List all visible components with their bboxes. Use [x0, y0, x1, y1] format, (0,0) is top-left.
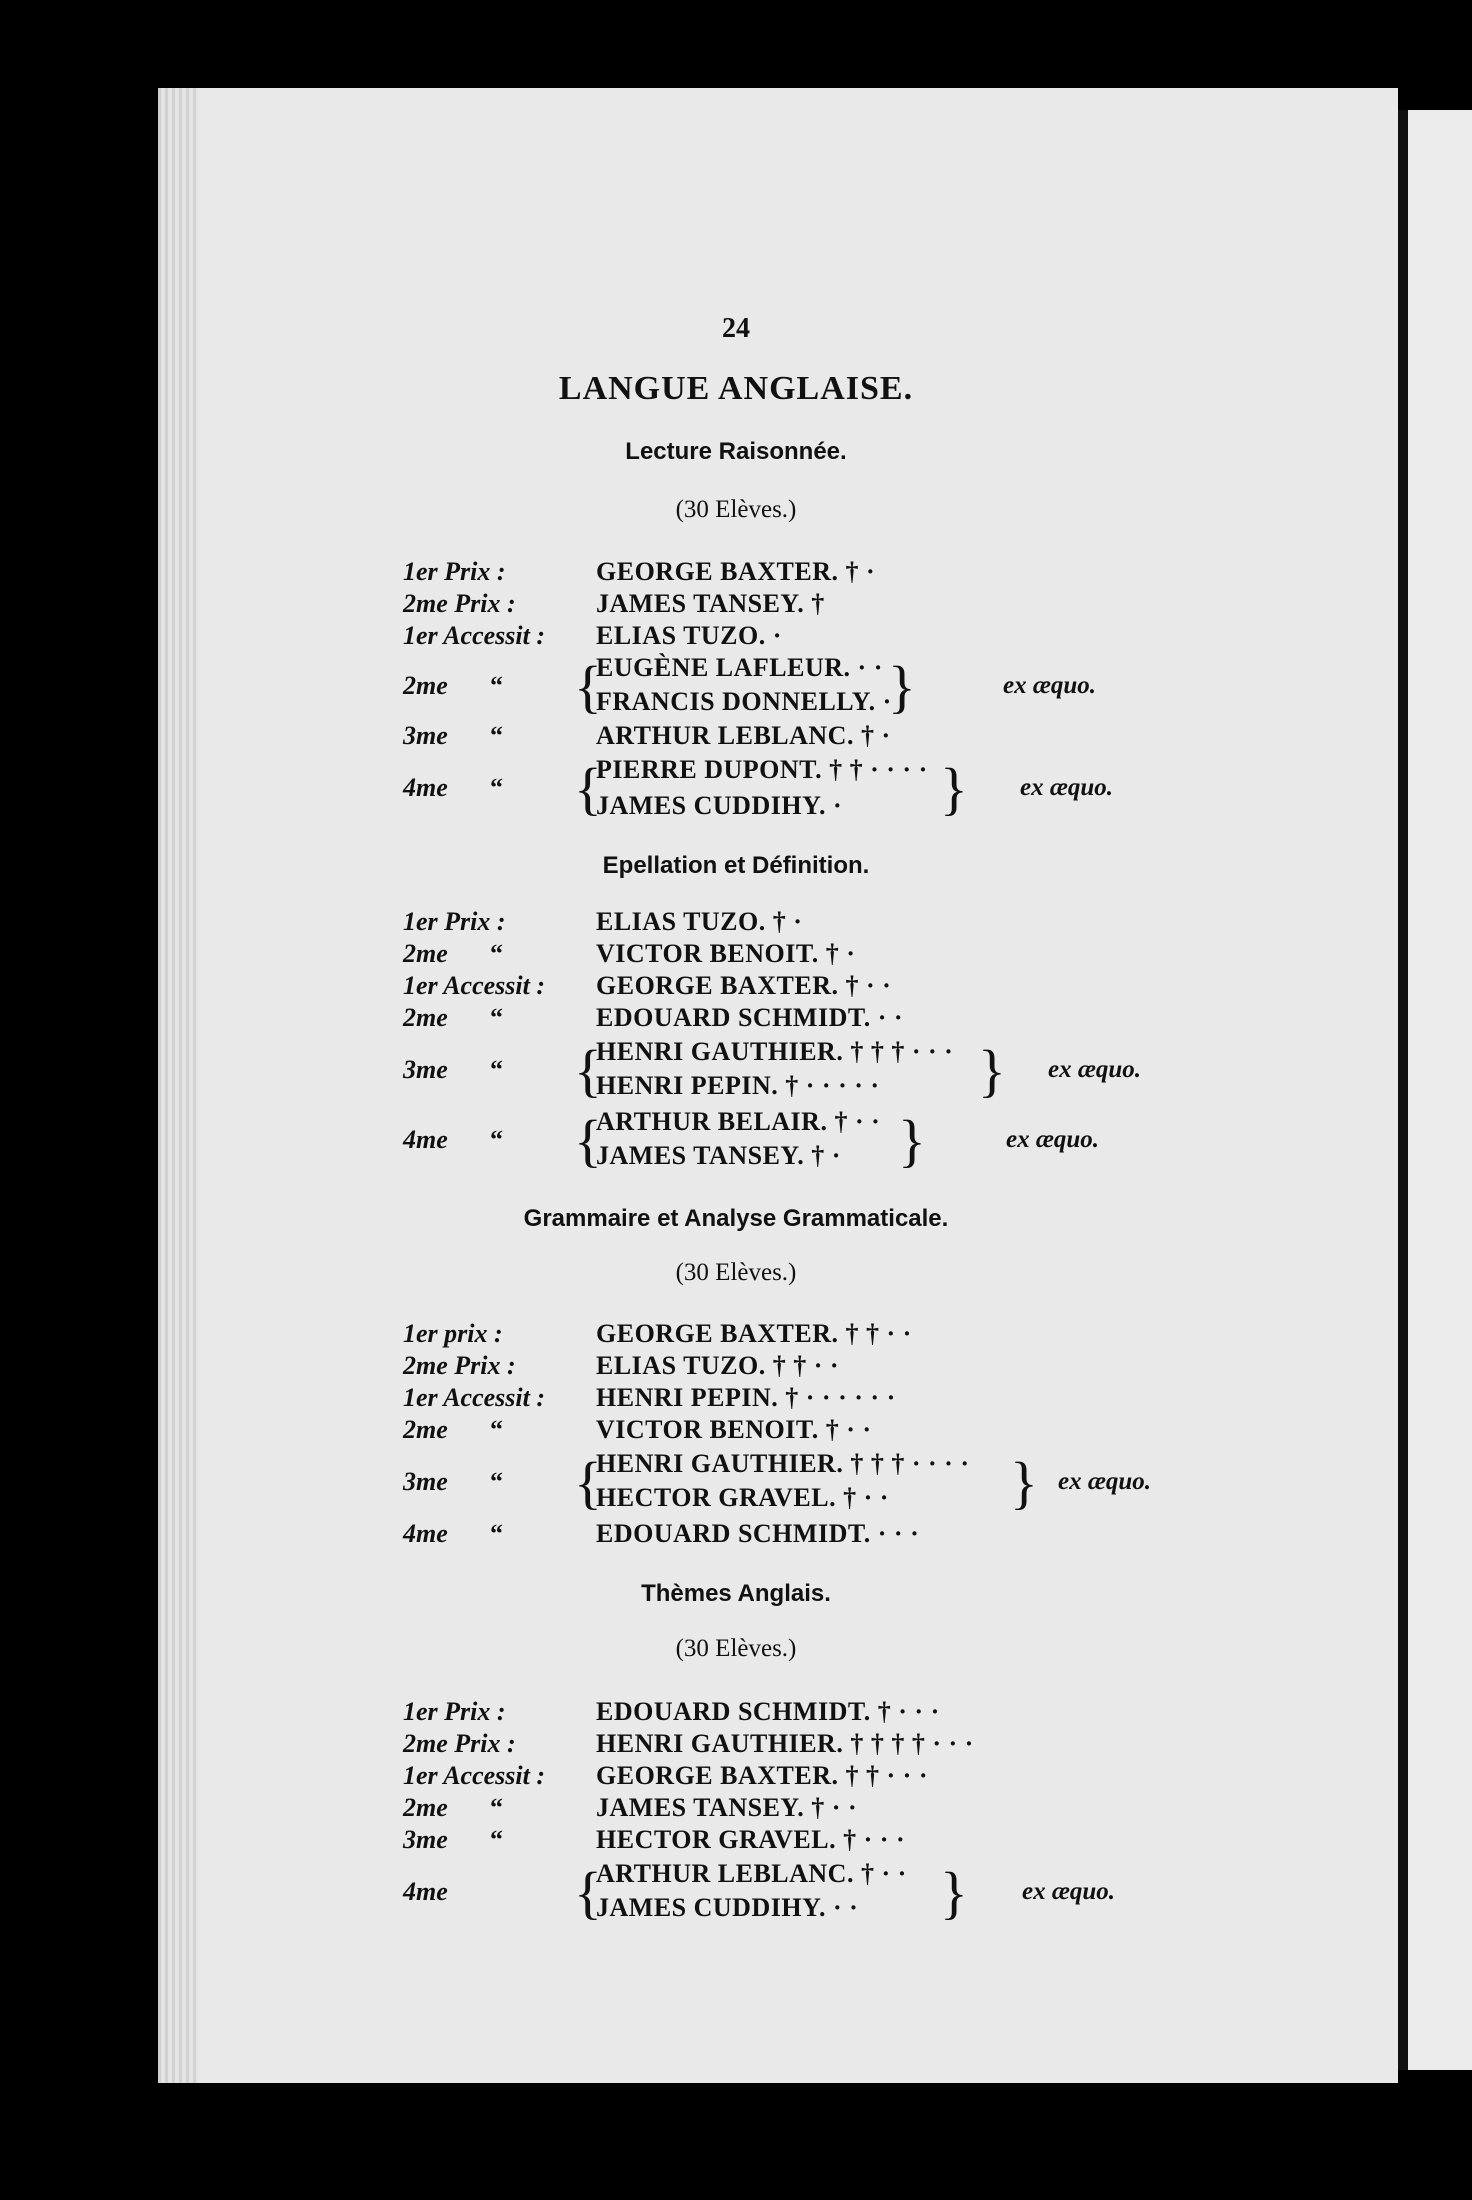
rank-label: 2me Prix :: [403, 1351, 516, 1380]
student-name: ELIAS TUZO. † ·: [596, 907, 803, 936]
rank-label: 4me: [403, 773, 448, 802]
ditto-mark: “: [490, 1003, 503, 1032]
section-subtitle: Thèmes Anglais.: [641, 1580, 831, 1607]
student-name: ARTHUR BELAIR. † · ·: [596, 1107, 881, 1136]
ditto-mark: “: [490, 939, 503, 968]
ditto-mark: “: [490, 1055, 503, 1084]
ditto-mark: “: [490, 671, 503, 700]
student-name: EDOUARD SCHMIDT. · ·: [596, 1003, 904, 1032]
student-name: HECTOR GRAVEL. † · ·: [596, 1483, 889, 1512]
rank-label: 1er Prix :: [403, 907, 506, 936]
rank-label: 3me: [403, 1825, 448, 1854]
student-name: HENRI GAUTHIER. † † † · · · ·: [596, 1449, 970, 1478]
student-name: HECTOR GRAVEL. † · · ·: [596, 1825, 906, 1854]
student-name: JAMES CUDDIHY. · ·: [596, 1893, 859, 1922]
ditto-mark: “: [490, 1415, 503, 1444]
rank-label: 2me: [403, 671, 448, 700]
right-brace: }: [1010, 1450, 1038, 1515]
student-name: GEORGE BAXTER. † † · · ·: [596, 1761, 928, 1790]
student-name: JAMES TANSEY. † · ·: [596, 1793, 858, 1822]
right-brace: }: [940, 756, 968, 821]
student-name: VICTOR BENOIT. † · ·: [596, 1415, 872, 1444]
student-name: ARTHUR LEBLANC. † ·: [596, 721, 891, 750]
student-name: HENRI GAUTHIER. † † † · · ·: [596, 1037, 954, 1066]
rank-label: 1er Accessit :: [403, 1761, 545, 1790]
student-name: JAMES CUDDIHY. ·: [596, 791, 843, 820]
page-title: LANGUE ANGLAISE.: [558, 370, 914, 407]
right-brace: }: [888, 654, 916, 719]
student-name: EDOUARD SCHMIDT. · · ·: [596, 1519, 920, 1548]
student-name: HENRI PEPIN. † · · · · ·: [596, 1071, 880, 1100]
right-brace: }: [940, 1860, 968, 1925]
section-subtitle: Lecture Raisonnée.: [625, 438, 847, 465]
student-name: VICTOR BENOIT. † ·: [596, 939, 856, 968]
student-name: HENRI PEPIN. † · · · · · ·: [596, 1383, 896, 1412]
ditto-mark: “: [490, 1125, 503, 1154]
rank-label: 3me: [403, 1055, 448, 1084]
ex-aequo-note: ex æquo.: [1020, 774, 1114, 801]
right-brace: }: [898, 1108, 926, 1173]
student-count: (30 Elèves.): [675, 496, 797, 523]
left-brace: {: [574, 654, 602, 719]
student-name: GEORGE BAXTER. † † · ·: [596, 1319, 912, 1348]
student-name: ARTHUR LEBLANC. † · ·: [596, 1859, 907, 1888]
rank-label: 2me: [403, 1003, 448, 1032]
rank-label: 2me: [403, 1793, 448, 1822]
student-name: JAMES TANSEY. †: [596, 589, 825, 618]
student-name: JAMES TANSEY. † ·: [596, 1141, 841, 1170]
rank-label: 1er Accessit :: [403, 621, 545, 650]
student-count: (30 Elèves.): [675, 1259, 797, 1286]
student-name: GEORGE BAXTER. † · ·: [596, 971, 892, 1000]
rank-label: 2me: [403, 939, 448, 968]
student-name: ELIAS TUZO. ·: [596, 621, 782, 650]
right-brace: }: [978, 1038, 1006, 1103]
student-name: ELIAS TUZO. † † · ·: [596, 1351, 840, 1380]
student-name: EDOUARD SCHMIDT. † · · ·: [596, 1697, 940, 1726]
left-brace: {: [574, 756, 602, 821]
ditto-mark: “: [490, 773, 503, 802]
rank-label: 4me: [403, 1877, 448, 1906]
ex-aequo-note: ex æquo.: [1058, 1468, 1152, 1495]
ditto-mark: “: [490, 721, 503, 750]
ditto-mark: “: [490, 1793, 503, 1822]
left-brace: {: [574, 1108, 602, 1173]
rank-label: 2me Prix :: [403, 589, 516, 618]
student-name: GEORGE BAXTER. † ·: [596, 557, 876, 586]
ex-aequo-note: ex æquo.: [1048, 1056, 1142, 1083]
left-brace: {: [574, 1860, 602, 1925]
rank-label: 2me Prix :: [403, 1729, 516, 1758]
ex-aequo-note: ex æquo.: [1022, 1878, 1116, 1905]
ditto-mark: “: [490, 1825, 503, 1854]
rank-label: 1er prix :: [403, 1319, 503, 1348]
rank-label: 4me: [403, 1519, 448, 1548]
student-name: HENRI GAUTHIER. † † † † · · ·: [596, 1729, 974, 1758]
ex-aequo-note: ex æquo.: [1003, 672, 1097, 699]
rank-label: 1er Prix :: [403, 557, 506, 586]
student-name: FRANCIS DONNELLY. ·: [596, 687, 892, 716]
rank-label: 3me: [403, 1467, 448, 1496]
ditto-mark: “: [490, 1519, 503, 1548]
rank-label: 2me: [403, 1415, 448, 1444]
ditto-mark: “: [490, 1467, 503, 1496]
rank-label: 4me: [403, 1125, 448, 1154]
student-name: PIERRE DUPONT. † † · · · ·: [596, 755, 928, 784]
rank-label: 1er Prix :: [403, 1697, 506, 1726]
page-number: 24: [722, 313, 750, 344]
section-subtitle: Epellation et Définition.: [602, 852, 870, 879]
ex-aequo-note: ex æquo.: [1006, 1126, 1100, 1153]
rank-label: 3me: [403, 721, 448, 750]
section-subtitle: Grammaire et Analyse Grammaticale.: [523, 1205, 949, 1232]
student-count: (30 Elèves.): [675, 1635, 797, 1662]
left-brace: {: [574, 1038, 602, 1103]
left-brace: {: [574, 1450, 602, 1515]
rank-label: 1er Accessit :: [403, 1383, 545, 1412]
rank-label: 1er Accessit :: [403, 971, 545, 1000]
student-name: EUGÈNE LAFLEUR. · ·: [596, 653, 883, 682]
